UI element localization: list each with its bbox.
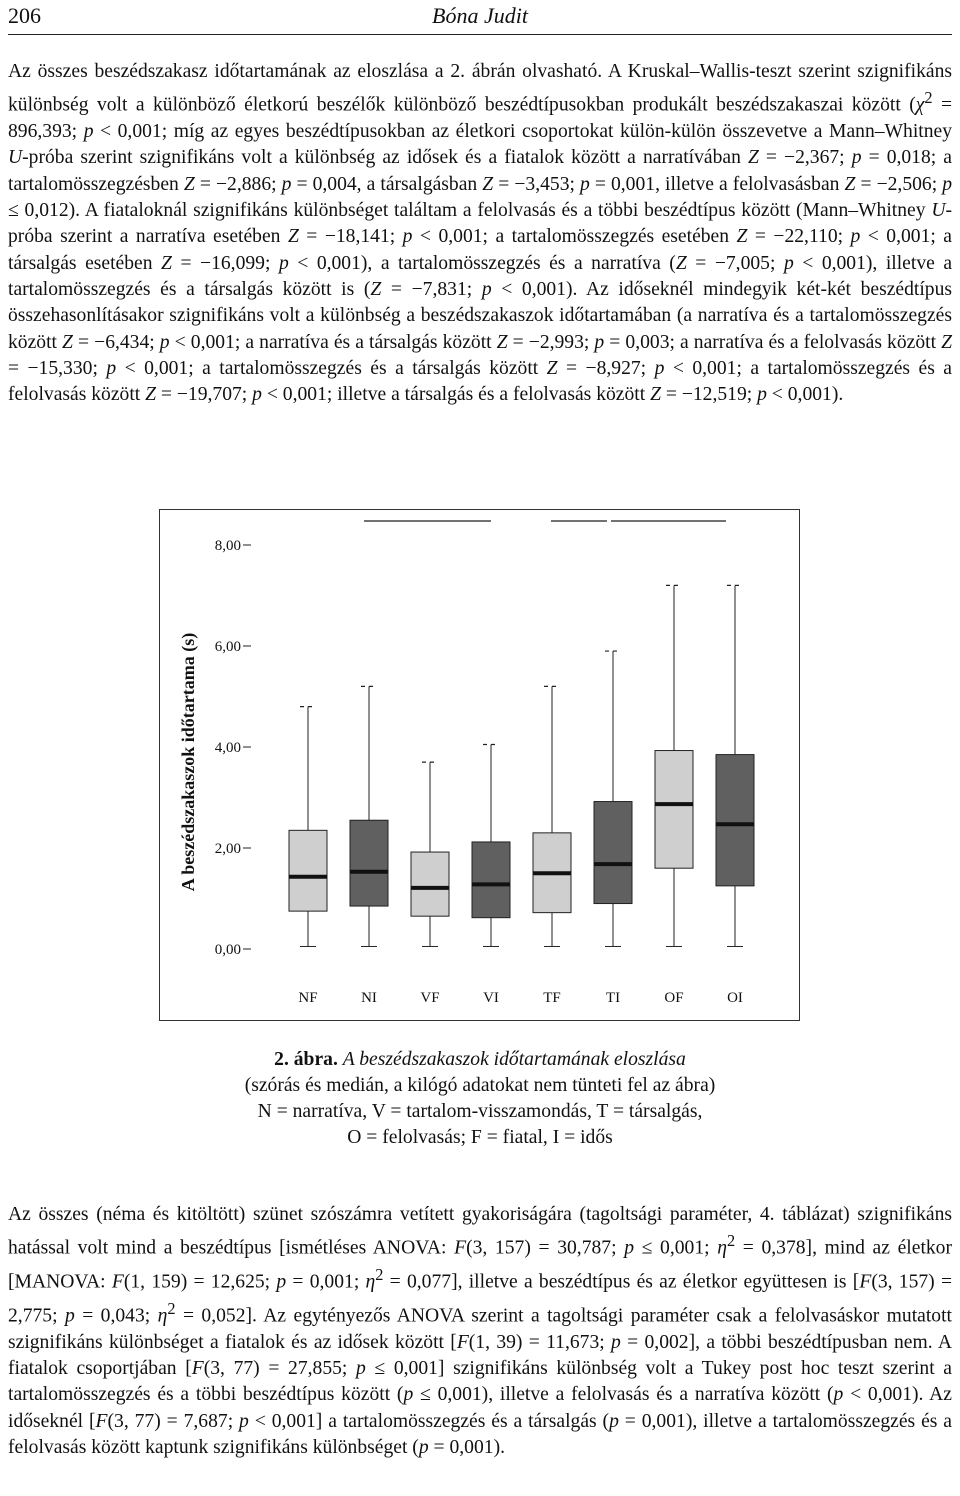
box-iqr (289, 830, 327, 911)
body-paragraph-1: Az összes beszédszakasz időtartamának az eloszlása a 2. ábrán olvasható. A Kruskal–Wallis-teszt szerint szignifikáns különbség volt a különböző életkorú beszélők különböző beszédtípusokban produkált beszédszakaszai között ($\chi^2 = 896,393$; p < 0,001; míg az egyes beszédtípusokban az életkori csoportokat külön-külön összevetve a Mann–Whitney U-próba szerint szignifikáns volt a különbség az idősek és a fiatalok között a narratívában Z = −2,367; p = 0,018; a tartalomösszegzésben Z = −2,886; p = 0,004, a társalgásban Z = −3,453; p = 0,001, illetve a felolvasásban Z = −2,506; p ≤ 0,012). A fiataloknál szignifikáns különbséget találtam a felolvasás és a többi beszédtípus között (Mann–Whitney U-próba szerint a narratíva esetében Z = −18,141; p < 0,001; a tartalomösszegzés esetében Z = −22,110; p < 0,001; a társalgás esetében Z = −16,099; p < 0,001), a tartalomösszegzés és a narratíva (Z = −7,005; p < 0,001), illetve a tartalomösszegzés és a társalgás között is (Z = −7,831; p < 0,001). Az időseknél mindegyik két-két beszédtípus összehasonlításakor szignifikáns volt a különbség a beszédszakaszok időtartamában (a narratíva és a tartalomösszegzés között Z = −6,434; p < 0,001; a narratíva és a társalgás között Z = −2,993; p = 0,003; a narratíva és a felolvasás között Z = −15,330; p < 0,001; a tartalomösszegzés és a társalgás között Z = −8,927; p < 0,001; a tartalomösszegzés és a felolvasás között Z = −19,707; p < 0,001; illetve a társalgás és a felolvasás között Z = −12,519; p < 0,001). (8, 61, 953, 406)
running-head: Bóna Judit (432, 3, 528, 28)
x-tick-label: TI (605, 990, 621, 1006)
box-iqr (716, 755, 754, 886)
y-tick-label: 6,00 (214, 639, 241, 655)
y-tick-label: 0,00 (214, 942, 241, 958)
page-number: 206 (8, 3, 41, 28)
x-tick-label: OI (727, 990, 743, 1006)
box-iqr (350, 820, 388, 906)
y-tick-label: 4,00 (214, 740, 241, 756)
x-tick-label: NF (298, 990, 318, 1006)
x-tick-label: VI (483, 990, 499, 1006)
box-iqr (472, 842, 510, 918)
y-tick-label: 2,00 (214, 841, 241, 857)
box-iqr (594, 802, 632, 904)
y-tick-label: 8,00 (214, 538, 241, 554)
body-paragraph-2: Az összes (néma és kitöltött) szünet szószámra vetített gyakoriságára (tagoltsági paraméter, 4. táblázat) szignifikáns hatással volt mind a beszédtípus [ismétléses ANOVA: F(3, 157) = 30,787; p ≤ 0,001; $\eta^2 = 0,378$], mind az életkor [MANOVA: F(1, 159) = 12,625; p = 0,001; $\eta^2 = 0,077$], illetve a beszédtípus és az életkor együttesen is [F(3, 157) = 2,775; p = 0,043; $\eta^2 = 0,052$]. Az egytényezős ANOVA szerint a tagoltsági paraméter csak a felolvasáskor mutatott szignifikáns különbséget a fiatalok és az idősek között [F(1, 39) = 11,673; p = 0,002], a többi beszédtípusban nem. A fiatalok csoportjában [F(3, 77) = 27,855; p ≤ 0,001] szignifikáns különbség volt a Tukey post hoc teszt szerint a tartalomösszegzés és a többi beszédtípus között (p ≤ 0,001), illetve a felolvasás és a narratíva között (p < 0,001). Az időseknél [F(3, 77) = 7,687; p < 0,001] a tartalomösszegzés és a társalgás (p = 0,001), illetve a tartalomösszegzés és a felolvasás között kaptunk szignifikáns különbséget (p = 0,001). (8, 1204, 953, 1458)
x-tick-label: VF (420, 990, 440, 1006)
caption-number: 2. ábra. (274, 1049, 338, 1070)
x-tick-label: NI (361, 990, 377, 1006)
figure-boxplot (159, 509, 800, 1021)
box-iqr (655, 751, 693, 869)
boxplot-chart (159, 509, 800, 1021)
x-tick-label: OF (664, 990, 684, 1006)
caption-line-3: N = narratíva, V = tartalom-visszamondás, T = társalgás, (257, 1101, 703, 1122)
caption-line-2: (szórás és medián, a kilógó adatokat nem tünteti fel az ábra) (244, 1075, 716, 1096)
y-axis-title: A beszédszakaszok időtartama (s) (178, 632, 198, 892)
caption-title: A beszédszakaszok időtartamának eloszlása (342, 1049, 686, 1070)
figure-caption (0, 1047, 960, 1151)
x-tick-label: TF (543, 990, 561, 1006)
chart-frame (160, 510, 800, 1021)
page-header (8, 0, 952, 35)
box-iqr (411, 852, 449, 916)
caption-line-4: O = felolvasás; F = fiatal, I = idős (347, 1127, 613, 1148)
